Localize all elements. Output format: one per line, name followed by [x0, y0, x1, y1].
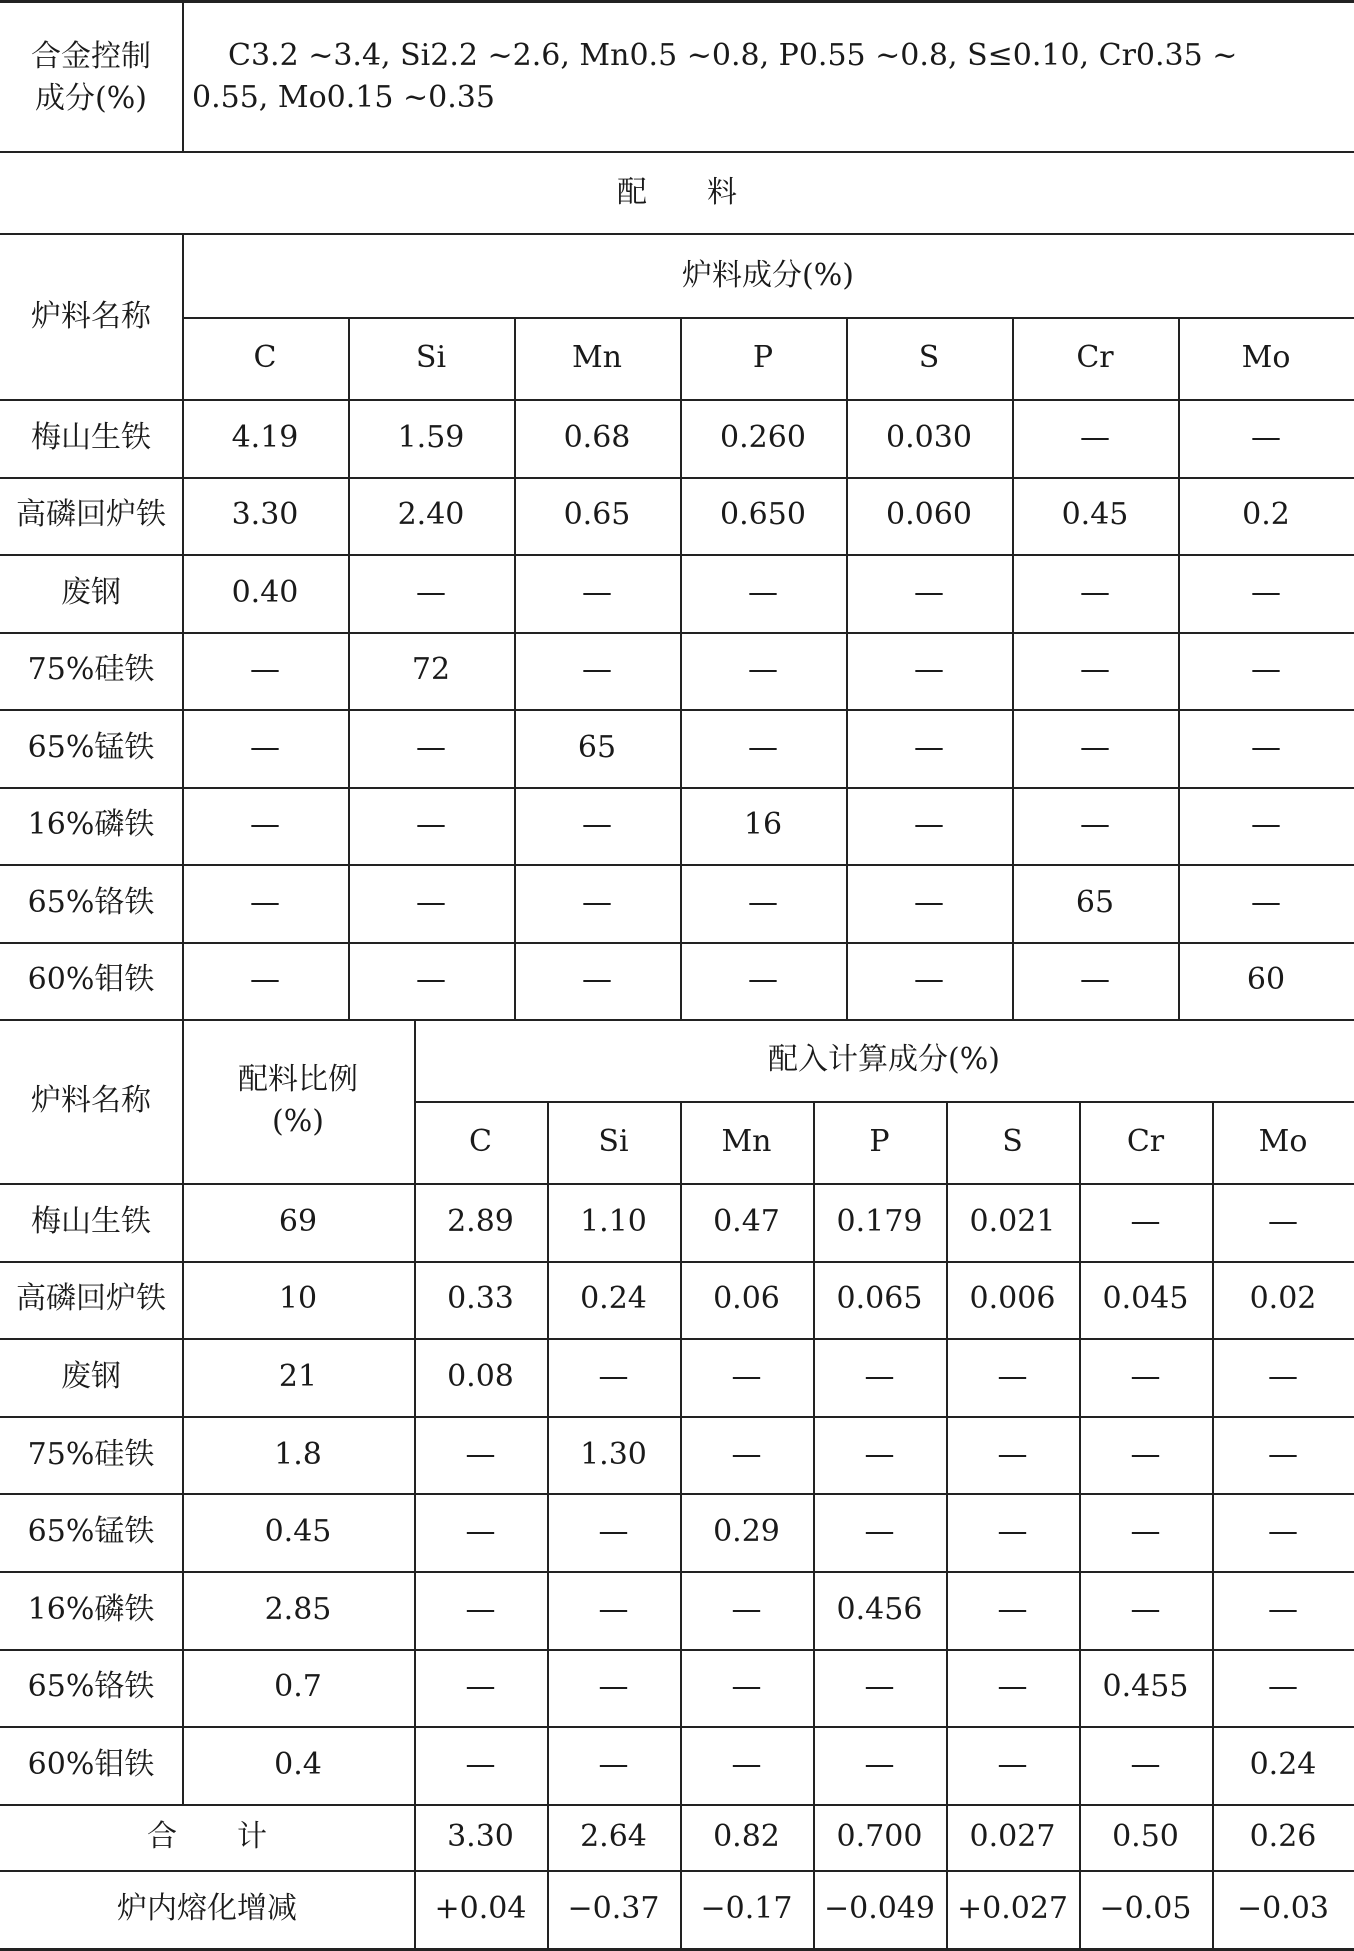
- t2-total-cell: 0.50: [1112, 1818, 1179, 1854]
- t1-cell: —: [914, 807, 944, 843]
- t1-cell: —: [1251, 574, 1281, 610]
- t2-cell: 0.179: [836, 1203, 923, 1239]
- t2-row-name: 75%硅铁: [27, 1436, 155, 1472]
- t2-cell: —: [1130, 1514, 1161, 1550]
- t1-cell: —: [914, 962, 944, 998]
- t1-cell: 0.68: [563, 419, 631, 455]
- t1-cell: 65: [577, 729, 617, 765]
- t2-cell: —: [598, 1591, 629, 1627]
- t2-total-label: 合 计: [147, 1818, 267, 1854]
- t1-cell: 0.45: [1061, 497, 1129, 533]
- t1-row-name: 75%硅铁: [27, 652, 155, 688]
- t2-cell: —: [997, 1436, 1028, 1472]
- t1-cell: 60: [1246, 962, 1286, 998]
- t2-row-name: 65%铬铁: [27, 1669, 155, 1705]
- t2-cell: —: [598, 1669, 629, 1705]
- t1-cell: 72: [411, 652, 451, 688]
- t2-cell: —: [1268, 1514, 1298, 1550]
- t1-cell: —: [748, 574, 778, 610]
- t2-row-ratio: 21: [278, 1358, 318, 1394]
- t1-cell: —: [582, 574, 612, 610]
- t2-cell: —: [465, 1746, 496, 1782]
- t2-delta-cell: −0.05: [1099, 1890, 1192, 1926]
- t2-name-header: 炉料名称: [31, 1083, 151, 1118]
- alloy-label-line1: 合金控制: [31, 38, 151, 74]
- t1-cell: 1.59: [397, 419, 465, 455]
- t2-group-header: 配入计算成分(%): [768, 1042, 1000, 1077]
- t1-cell: —: [1251, 652, 1281, 688]
- t1-cell: —: [1080, 807, 1110, 843]
- t1-cell: 3.30: [231, 497, 299, 533]
- t2-cell: —: [864, 1436, 895, 1472]
- t1-element-header-P: P: [752, 340, 774, 375]
- t2-cell: 0.006: [969, 1281, 1056, 1317]
- t1-row-name: 65%锰铁: [27, 729, 155, 765]
- alloy-spec-line2: 0.55, Mo0.15 ~0.35: [192, 80, 495, 115]
- t1-cell: —: [1251, 884, 1281, 920]
- t2-row-ratio: 0.4: [274, 1746, 322, 1782]
- t1-name-header: 炉料名称: [31, 299, 151, 334]
- t2-element-header-C: C: [469, 1124, 492, 1159]
- t2-cell: —: [731, 1669, 762, 1705]
- table-top-border: [0, 0, 1354, 3]
- t2-total-cell: 0.82: [713, 1818, 780, 1854]
- t2-row-name: 高磷回炉铁: [16, 1281, 166, 1317]
- t2-cell: —: [1268, 1203, 1298, 1239]
- t1-cell: —: [416, 962, 446, 998]
- t1-cell: —: [914, 652, 944, 688]
- t2-cell: —: [731, 1591, 762, 1627]
- alloy-spec-line1: C3.2 ~3.4, Si2.2 ~2.6, Mn0.5 ~0.8, P0.55 ~0.8, S≤0.10, Cr0.35 ~: [228, 38, 1238, 73]
- t1-row-name: 梅山生铁: [31, 419, 151, 455]
- t2-cell: 2.89: [447, 1203, 514, 1239]
- t2-cell: —: [465, 1514, 496, 1550]
- t1-cell: —: [1080, 962, 1110, 998]
- t2-element-header-Cr: Cr: [1126, 1124, 1165, 1159]
- t2-cell: —: [997, 1669, 1028, 1705]
- t2-cell: —: [1130, 1436, 1161, 1472]
- t2-total-cell: 2.64: [580, 1818, 647, 1854]
- t2-ratio-header: [182, 1019, 414, 1183]
- t1-cell: 0.650: [720, 497, 806, 533]
- t2-cell: —: [731, 1436, 762, 1472]
- t1-cell: —: [1080, 729, 1110, 765]
- t1-element-header-Cr: Cr: [1076, 340, 1114, 375]
- t2-row-ratio: 2.85: [264, 1591, 332, 1627]
- t1-cell: —: [416, 574, 446, 610]
- t2-cell: —: [997, 1514, 1028, 1550]
- t2-total-cell: 0.027: [969, 1818, 1056, 1854]
- t1-cell: —: [250, 652, 280, 688]
- t1-element-header-C: C: [253, 340, 277, 375]
- t2-cell: —: [465, 1591, 496, 1627]
- t2-cell: —: [465, 1436, 496, 1472]
- t1-row-name: 65%铬铁: [27, 884, 155, 920]
- t1-cell: —: [250, 729, 280, 765]
- t2-cell: —: [864, 1746, 895, 1782]
- t1-cell: —: [748, 729, 778, 765]
- t1-group-header: 炉料成分(%): [682, 258, 854, 293]
- t2-cell: 0.06: [713, 1281, 780, 1317]
- t2-row-name: 16%磷铁: [27, 1591, 155, 1627]
- alloy-spec: [192, 12, 1342, 142]
- t1-cell: —: [1251, 807, 1281, 843]
- t1-cell: —: [748, 652, 778, 688]
- t2-cell: —: [864, 1358, 895, 1394]
- t2-cell: 0.29: [713, 1514, 780, 1550]
- t1-cell: —: [582, 807, 612, 843]
- t2-element-header-S: S: [1002, 1124, 1023, 1159]
- t2-row-ratio: 69: [278, 1203, 318, 1239]
- alloy-label-line2: 成分(%): [35, 80, 147, 116]
- t1-cell: —: [582, 962, 612, 998]
- t2-row-ratio: 10: [278, 1281, 318, 1317]
- t1-cell: —: [1080, 652, 1110, 688]
- t2-cell: —: [1130, 1746, 1161, 1782]
- t1-cell: 65: [1075, 884, 1115, 920]
- t2-cell: —: [997, 1746, 1028, 1782]
- t2-cell: 0.33: [447, 1281, 514, 1317]
- t2-delta-label: 炉内熔化增减: [117, 1890, 297, 1926]
- t2-cell: —: [1130, 1591, 1161, 1627]
- t2-cell: 0.065: [836, 1281, 923, 1317]
- t1-cell: 0.40: [231, 574, 299, 610]
- t1-cell: 0.260: [720, 419, 806, 455]
- t1-cell: —: [1080, 574, 1110, 610]
- alloy-divider: [182, 0, 184, 152]
- t1-cell: —: [914, 884, 944, 920]
- t1-row-name: 高磷回炉铁: [16, 497, 166, 533]
- t1-cell: —: [250, 884, 280, 920]
- t2-total-cell: 0.700: [836, 1818, 923, 1854]
- t2-cell: 0.47: [713, 1203, 780, 1239]
- t2-cell: 0.24: [580, 1281, 647, 1317]
- alloy-label: [0, 3, 182, 152]
- t2-cell: —: [1130, 1358, 1161, 1394]
- t2-total-cell: 3.30: [447, 1818, 514, 1854]
- t2-row-name: 废钢: [61, 1358, 121, 1394]
- t2-cell: 0.455: [1102, 1669, 1189, 1705]
- t2-cell: —: [997, 1591, 1028, 1627]
- t2-delta-cell: +0.04: [434, 1890, 527, 1926]
- t2-element-header-P: P: [869, 1124, 890, 1159]
- t2-ratio-header-line1: 配料比例: [238, 1062, 358, 1097]
- t1-element-header-Mo: Mo: [1241, 340, 1291, 375]
- t1-cell: —: [416, 729, 446, 765]
- t2-cell: 0.456: [836, 1591, 923, 1627]
- t1-cell: —: [748, 884, 778, 920]
- t2-cell: —: [1268, 1669, 1298, 1705]
- t2-element-header-Mo: Mo: [1258, 1124, 1308, 1159]
- t2-cell: 0.02: [1249, 1281, 1317, 1317]
- t2-cell: —: [864, 1514, 895, 1550]
- t1-cell: 2.40: [397, 497, 465, 533]
- t1-row-name: 废钢: [61, 574, 121, 610]
- t2-cell: 0.045: [1102, 1281, 1189, 1317]
- t2-element-header-Si: Si: [598, 1124, 629, 1159]
- t2-row-ratio: 0.7: [274, 1669, 322, 1705]
- t2-cell: —: [1268, 1358, 1298, 1394]
- t2-row-name: 梅山生铁: [31, 1203, 151, 1239]
- t1-cell: 0.65: [563, 497, 631, 533]
- t2-delta-cell: −0.17: [700, 1890, 793, 1926]
- t2-element-header-Mn: Mn: [721, 1124, 772, 1159]
- t2-cell: —: [598, 1514, 629, 1550]
- t1-cell: 0.060: [886, 497, 972, 533]
- t1-cell: —: [582, 652, 612, 688]
- t1-cell: —: [416, 807, 446, 843]
- t2-row-ratio: 1.8: [274, 1436, 322, 1472]
- t2-delta-cell: −0.03: [1237, 1890, 1329, 1926]
- t2-cell: —: [864, 1669, 895, 1705]
- t1-cell: —: [582, 884, 612, 920]
- t1-cell: 0.2: [1242, 497, 1290, 533]
- t1-cell: —: [1251, 729, 1281, 765]
- t2-cell: —: [598, 1358, 629, 1394]
- t1-row-name: 16%磷铁: [27, 807, 155, 843]
- t2-row-name: 60%钼铁: [27, 1746, 155, 1782]
- t1-cell: —: [1251, 419, 1281, 455]
- t1-element-header-Si: Si: [415, 340, 447, 375]
- t2-cell: —: [1268, 1436, 1298, 1472]
- t1-cell: —: [250, 962, 280, 998]
- t1-cell: —: [416, 884, 446, 920]
- t1-cell: —: [250, 807, 280, 843]
- t1-cell: —: [914, 574, 944, 610]
- t1-cell: —: [1080, 419, 1110, 455]
- t2-delta-cell: +0.027: [956, 1890, 1069, 1926]
- t1-element-header-Mn: Mn: [571, 340, 623, 375]
- t2-cell: 0.24: [1249, 1746, 1317, 1782]
- t2-row-name: 65%锰铁: [27, 1514, 155, 1550]
- t2-delta-cell: −0.37: [567, 1890, 660, 1926]
- t2-cell: —: [465, 1669, 496, 1705]
- t1-cell: —: [914, 729, 944, 765]
- t1-cell: —: [748, 962, 778, 998]
- t1-cell: 0.030: [886, 419, 972, 455]
- t1-element-header-S: S: [918, 340, 940, 375]
- section-title: 配 料: [617, 175, 737, 210]
- t2-cell: —: [1268, 1591, 1298, 1627]
- t1-cell: 4.19: [231, 419, 299, 455]
- t2-cell: —: [997, 1358, 1028, 1394]
- t2-cell: 0.08: [447, 1358, 514, 1394]
- t2-ratio-header-line2: (%): [272, 1104, 324, 1139]
- t2-cell: 1.30: [580, 1436, 647, 1472]
- t2-delta-cell: −0.049: [823, 1890, 936, 1926]
- t2-cell: —: [731, 1746, 762, 1782]
- t2-row-ratio: 0.45: [264, 1514, 332, 1550]
- t2-cell: —: [1130, 1203, 1161, 1239]
- t1-cell: 16: [743, 807, 783, 843]
- t2-cell: —: [731, 1358, 762, 1394]
- t2-cell: 1.10: [580, 1203, 647, 1239]
- t1-row-name: 60%钼铁: [27, 962, 155, 998]
- t2-cell: 0.021: [969, 1203, 1056, 1239]
- t2-total-cell: 0.26: [1249, 1818, 1317, 1854]
- t2-cell: —: [598, 1746, 629, 1782]
